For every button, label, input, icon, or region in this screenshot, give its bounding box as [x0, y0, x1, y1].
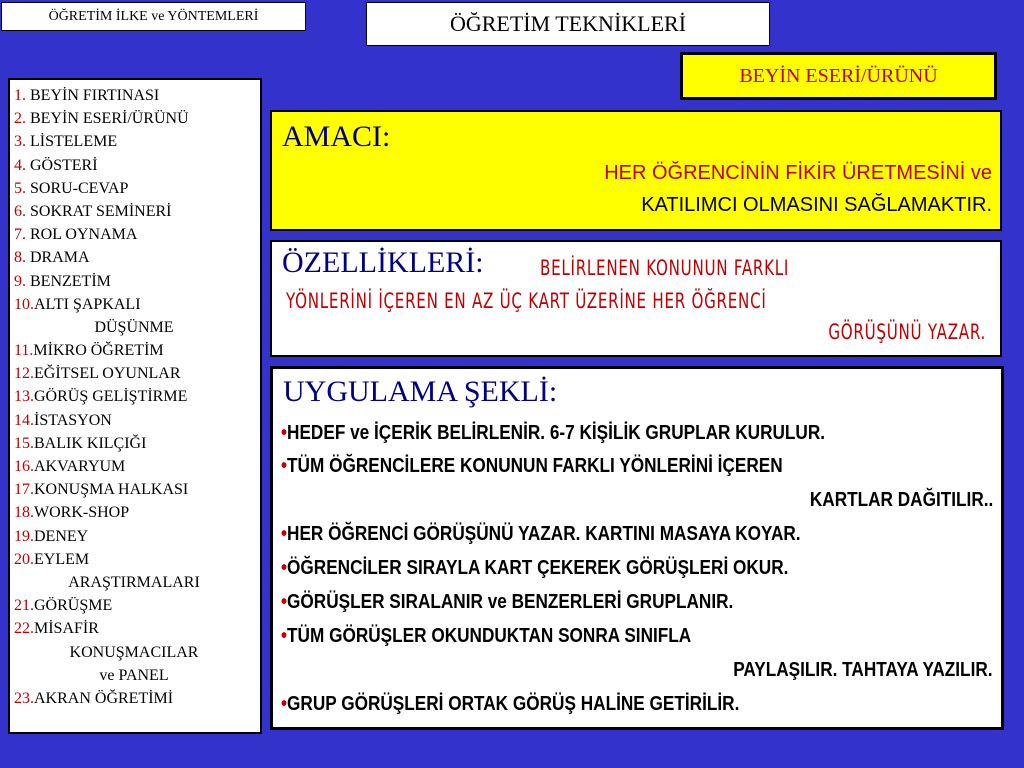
list-item-label: DENEY	[34, 527, 89, 545]
list-item-label: EĞİTSEL OYUNLAR	[34, 365, 181, 383]
bullet-icon: •	[281, 557, 288, 579]
list-item	[14, 362, 260, 385]
application-step-text: KARTLAR DAĞITILIR..	[809, 489, 993, 511]
techniques-list	[8, 78, 262, 734]
list-item-label: DÜŞÜNME	[94, 318, 174, 336]
application-step	[281, 693, 739, 716]
list-item	[14, 687, 260, 710]
list-item-continuation	[14, 664, 260, 687]
technique-title: BEYİN ESERİ/ÜRÜNÜ	[680, 52, 997, 100]
features-text-line: YÖNLERİNİ İÇEREN EN AZ ÜÇ KART ÜZERİNE HER ÖĞRENCİ	[286, 289, 767, 313]
application-step-text: ÖĞRENCİLER SIRAYLA KART ÇEKEREK GÖRÜŞLERİ OKUR.	[287, 557, 789, 579]
application-step	[281, 523, 801, 546]
features-heading: ÖZELLİKLERİ:	[282, 246, 484, 279]
list-item-label: EYLEM	[34, 550, 90, 568]
bullet-icon: •	[281, 693, 288, 715]
list-item-number: 13.	[14, 388, 34, 406]
list-item-label: İSTASYON	[34, 411, 112, 429]
list-item-number: 18.	[14, 504, 34, 522]
list-item-continuation	[14, 316, 260, 339]
list-item-number: 3.	[14, 133, 26, 151]
list-item-label: DRAMA	[26, 249, 90, 267]
features-panel	[270, 240, 1002, 357]
list-item	[14, 246, 260, 269]
list-item-label: GÖRÜŞME	[34, 597, 113, 615]
list-item	[14, 200, 260, 223]
list-item-number: 15.	[14, 434, 34, 452]
list-item-number: 12.	[14, 365, 34, 383]
list-item-label: BALIK KILÇIĞI	[34, 434, 147, 452]
list-item-number: 22.	[14, 620, 34, 638]
slide-title: ÖĞRETİM TEKNİKLERİ	[366, 2, 770, 46]
list-item-label: BEYİN ESERİ/ÜRÜNÜ	[26, 110, 189, 128]
list-item-number: 1.	[14, 87, 26, 104]
list-item-label: AKVARYUM	[34, 458, 126, 475]
list-item-number: 10.	[14, 295, 34, 313]
list-item-label: LİSTELEME	[26, 133, 118, 151]
list-item-label: BEYİN FIRTINASI	[26, 87, 160, 104]
application-step-text: TÜM GÖRÜŞLER OKUNDUKTAN SONRA SINIFLA	[287, 625, 692, 647]
bullet-icon: •	[281, 422, 288, 444]
list-item-label: ALTI ŞAPKALI	[34, 295, 141, 313]
list-item-number: 21.	[14, 597, 34, 615]
list-item-number: 11.	[14, 342, 34, 360]
bullet-icon: •	[281, 455, 288, 477]
list-item-label: KONUŞMACILAR	[69, 643, 199, 661]
application-step	[281, 591, 733, 614]
list-item	[14, 223, 260, 246]
purpose-text-line: KATILIMCI OLMASINI SAĞLAMAKTIR.	[641, 194, 992, 216]
list-item-label: GÖSTERİ	[26, 156, 98, 174]
application-panel	[270, 366, 1004, 730]
list-item-number: 7.	[14, 226, 26, 244]
list-item-number: 16.	[14, 458, 34, 475]
features-text-line: GÖRÜŞÜNÜ YAZAR.	[828, 320, 986, 344]
list-item	[14, 385, 260, 408]
application-step-text: HER ÖĞRENCİ GÖRÜŞÜNÜ YAZAR. KARTINI MASAYA KOYAR.	[287, 523, 801, 545]
list-item-number: 23.	[14, 689, 34, 707]
list-item-number: 4.	[14, 156, 26, 174]
list-item-label: KONUŞMA HALKASI	[34, 481, 189, 499]
list-item-label: ROL OYNAMA	[26, 226, 138, 244]
list-item-number: 9.	[14, 272, 26, 290]
features-text-line: BELİRLENEN KONUNUN FARKLI	[540, 256, 790, 280]
application-step-continuation	[810, 489, 993, 512]
list-item	[14, 432, 260, 455]
list-item	[14, 525, 260, 548]
list-item	[14, 130, 260, 153]
application-step-text: GÖRÜŞLER SIRALANIR ve BENZERLERİ GRUPLANIR.	[287, 591, 734, 613]
application-step-text: HEDEF ve İÇERİK BELİRLENİR. 6-7 KİŞİLİK GRUPLAR KURULUR.	[287, 422, 826, 444]
list-item	[14, 409, 260, 432]
list-item	[14, 154, 260, 177]
application-step	[281, 625, 691, 648]
bullet-icon: •	[281, 591, 288, 613]
list-item-label: SORU-CEVAP	[26, 179, 129, 197]
list-item-number: 2.	[14, 110, 26, 128]
application-step	[281, 557, 788, 580]
application-step-text: GRUP GÖRÜŞLERİ ORTAK GÖRÜŞ HALİNE GETİRİLİR.	[287, 693, 740, 715]
list-item	[14, 177, 260, 200]
purpose-heading: AMACI:	[282, 120, 391, 153]
list-item-number: 19.	[14, 527, 34, 545]
list-item	[14, 293, 260, 316]
list-item	[14, 501, 260, 524]
list-item	[14, 617, 260, 640]
application-step	[281, 455, 783, 478]
list-item-continuation	[14, 641, 260, 664]
list-item	[14, 594, 260, 617]
list-item-label: WORK-SHOP	[34, 504, 130, 522]
bullet-icon: •	[281, 523, 288, 545]
application-step	[281, 422, 825, 445]
application-heading: UYGULAMA ŞEKLİ:	[283, 375, 558, 408]
list-item-label: ve PANEL	[99, 666, 169, 684]
purpose-text-line: HER ÖĞRENCİNİN FİKİR ÜRETMESİNİ ve	[604, 162, 992, 184]
list-item	[14, 339, 260, 362]
course-label: ÖĞRETİM İLKE ve YÖNTEMLERİ	[1, 2, 306, 31]
list-item-continuation	[14, 571, 260, 594]
list-item	[14, 270, 260, 293]
list-item	[14, 84, 260, 107]
list-item-label: MİKRO ÖĞRETİM	[33, 342, 164, 360]
bullet-icon: •	[281, 625, 288, 647]
list-item-number: 5.	[14, 179, 26, 197]
application-step-continuation	[734, 659, 993, 682]
purpose-panel	[270, 110, 1002, 231]
list-item-number: 8.	[14, 249, 26, 267]
list-item-label: GÖRÜŞ GELİŞTİRME	[34, 388, 188, 406]
list-item	[14, 548, 260, 571]
application-step-text: TÜM ÖĞRENCİLERE KONUNUN FARKLI YÖNLERİNİ İÇEREN	[287, 455, 783, 477]
list-item-number: 20.	[14, 550, 34, 568]
list-item	[14, 107, 260, 130]
list-item-label: ARAŞTIRMALARI	[68, 573, 200, 591]
list-item-label: AKRAN ÖĞRETİMİ	[34, 689, 174, 707]
list-item-number: 6.	[14, 202, 26, 220]
list-item-number: 14.	[14, 411, 34, 429]
list-item	[14, 455, 260, 478]
list-item-label: BENZETİM	[26, 272, 111, 290]
list-item-label: SOKRAT SEMİNERİ	[26, 202, 172, 220]
list-item	[14, 478, 260, 501]
list-item-number: 17.	[14, 481, 34, 499]
list-item-label: MİSAFİR	[34, 620, 99, 638]
application-step-text: PAYLAŞILIR. TAHTAYA YAZILIR.	[733, 659, 993, 681]
